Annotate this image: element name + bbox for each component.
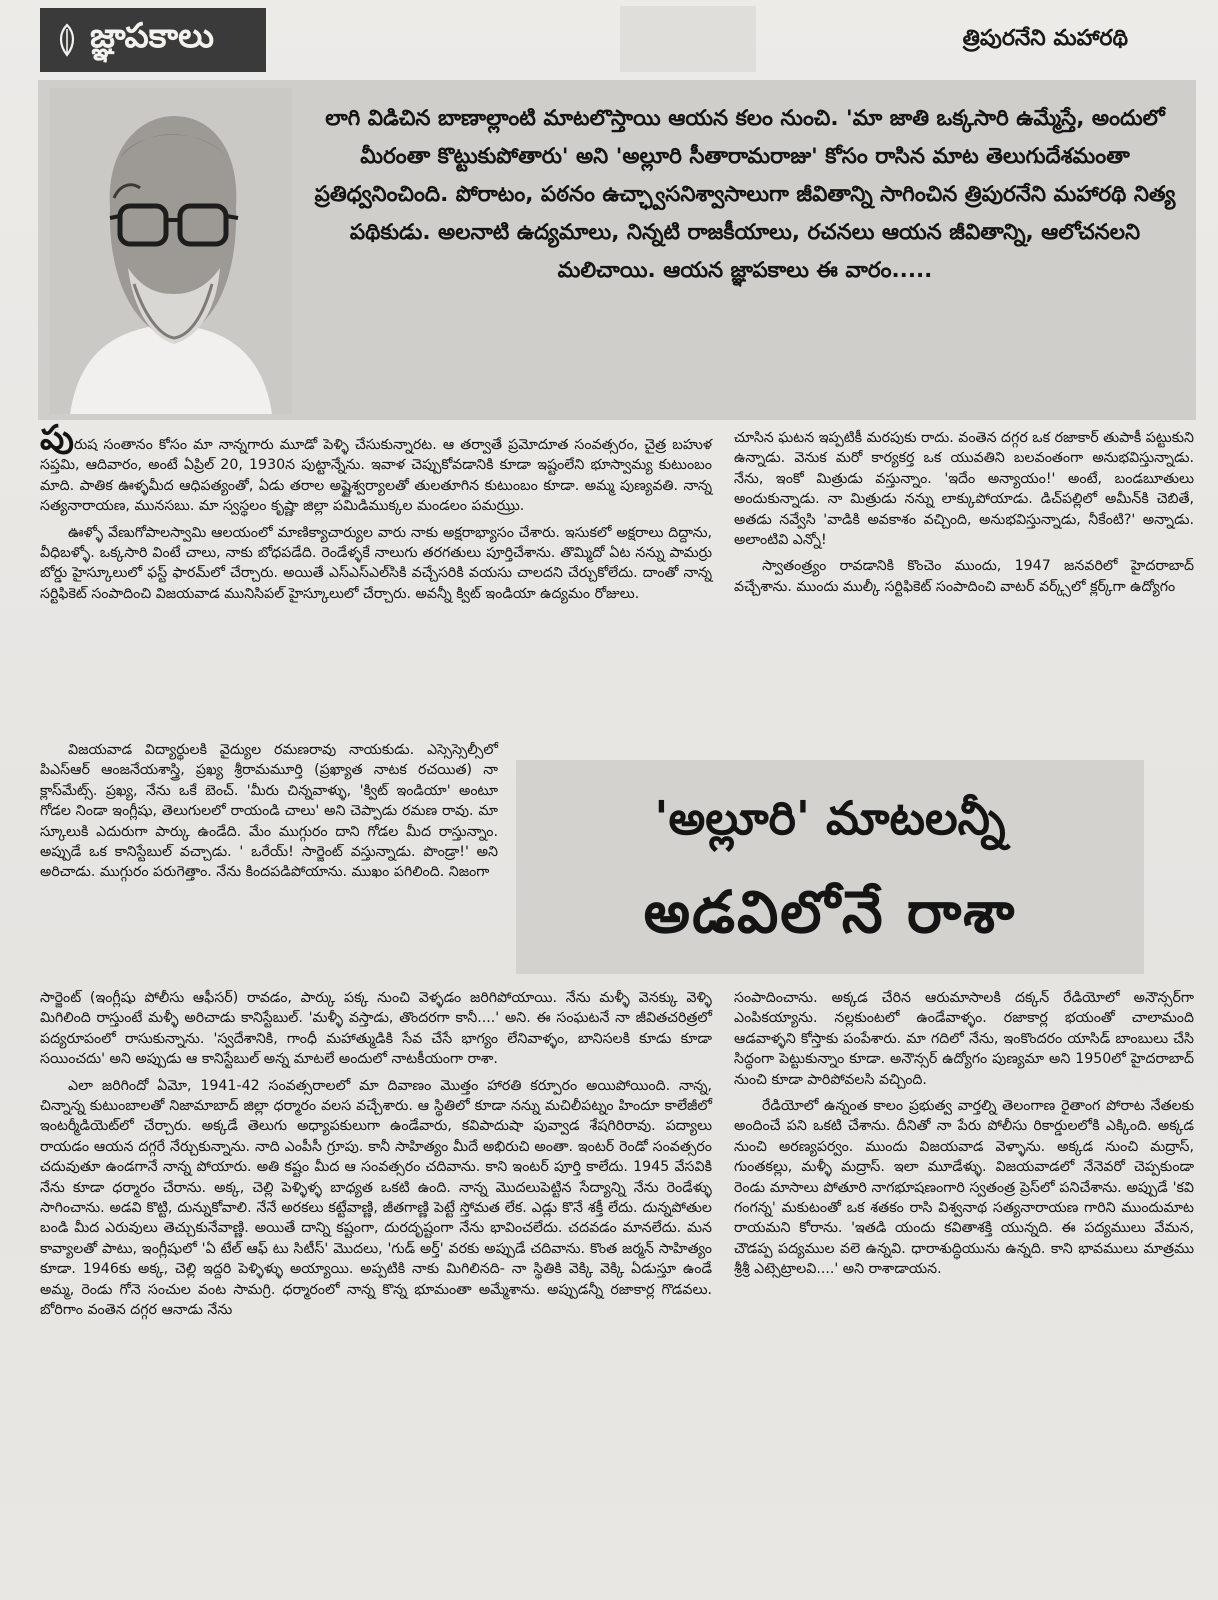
left-column (40, 418, 712, 610)
leaf-icon (56, 23, 78, 57)
author-photo (50, 88, 292, 414)
right-column-top (734, 428, 1194, 603)
narrow-column (40, 740, 498, 889)
bleed-through-mark (620, 6, 756, 72)
paragraph: చూసిన ఘటన ఇప్పటికీ మరపుకు రాదు. వంతెన దగ్గర ఒక రజాకార్ తుపాకీ పట్టుకుని ఉన్నాడు. వెనుక మరో కార్యకర్త ఒక యువతిని బలవంతంగా అనుభవిస్తున్నాడు. నేను, ఇంకో మిత్రుడు వస్తున్నాం. 'ఇదేం అన్యాయం!' అంటే, బండబూతులు అందుకున్నాడు. నా మిత్రుడు నన్ను లాక్కుపోయాడు. డిచ్‌పల్లిలో అమీన్‌కి చెబితే, అతడు నవ్వేసి 'వాడికి అవకాశం వచ్చింది, అనుభవిస్తున్నాడు, నీకేంటి?' అన్నాడు. అలాంటివి ఎన్నో! (734, 430, 1194, 549)
paragraph: సంపాదించాను. అక్కడ చేరిన ఆరుమాసాలకి దక్కన్ రేడియోలో అనౌన్సర్‌గా ఎంపికయ్యాను. నల్లకుంటలో ఉండేవాళ్ళం. రజాకార్ల భయంతో చాలామంది ఆడవాళ్ళని కోస్తాకు పంపేశారు. మా గదిలో నేను, ఇంకొందరం యాసిడ్ బాంబులు చేసి సిద్ధంగా పెట్టుకున్నాం కూడా. అనౌన్సర్ ఉద్యోగం పుణ్యమా అని 1950లో హైదరాబాద్ నుంచి కూడా పారిపోవలసి వచ్చింది. (734, 990, 1194, 1088)
section-logo (40, 8, 266, 72)
right-column-bottom (734, 988, 1194, 1286)
paragraph: రేడియోలో ఉన్నంత కాలం ప్రభుత్వ వార్తల్ని తెలంగాణ రైతాంగ పోరాట నేతలకు అందించే పని ఒకటి చేశాను. దీనితో నా పేరు పోలీసు రికార్డులలోకి ఎక్కింది. అక్కడ నుంచి అరణ్యపర్వం. ముందు విజయవాడ వెళ్ళాను. అక్కడ నుంచి మద్రాస్, గుంతకల్లు, మళ్ళీ మద్రాస్. ఇలా మూడేళ్ళు. విజయవాడలో నేనెవరో చెప్పకుండా రెండు మాసాలు పోతూరి నాగభూషణంగారి స్వతంత్ర ప్రెస్‌లో పనిచేశాను. అప్పుడే 'కవి గంగన్న' మకుటంతో ఒక శతకం రాసి విశ్వనాథ సత్యనారాయణ గారిని ముందుమాట రాయమని కోరాను. 'ఇతడి యందు కవితాశక్తి యున్నది. ఈ పద్యములు వేమన, చౌడప్ప పద్యముల వలె ఉన్నవి. ధారాశుద్ధియును ఉన్నది. కాని భావములు మాత్రము శ్రీశ్రీ ఎట్సెట్రాలవి....' అని రాశాడాయన. (734, 1098, 1194, 1278)
intro-text: లాగి విడిచిన బాణాల్లాంటి మాటలొస్తాయి ఆయన కలం నుంచి. 'మా జాతి ఒక్కసారి ఉమ్మేస్తే, అందులో మీరంతా కొట్టుకుపోతారు' అని 'అల్లూరి సీతారామరాజు' కోసం రాసిన మాట తెలుగుదేశమంతా ప్రతిధ్వనించింది. పోరాటం, పఠనం ఉచ్ఛ్వాసనిశ్వాసాలుగా జీవితాన్ని సాగించిన త్రిపురనేని మహారథి నిత్య పథికుడు. అలనాటి ఉద్యమాలు, నిన్నటి రాజకీయాలు, రచనలు ఆయన జీవితాన్ని, ఆలోచనలని మలిచాయి. ఆయన జ్ఞాపకాలు ఈ వారం..... (314, 106, 1176, 283)
paragraph: ఊళ్ళో వేణుగోపాలస్వామి ఆలయంలో మాణిక్యాచార్యుల వారు నాకు అక్షరాభ్యాసం చేశారు. ఇసుకలో అక్షరాలు దిద్దాను, వీధిబళ్ళో. ఒక్కసారి వింటే చాలు, నాకు బోధపడేది. రెండేళ్ళకే నాలుగు తరగతులు పూర్తిచేశాను. తొమ్మిదో ఏట నన్ను పామర్రు బోర్డు హైస్కూలులో ఫస్ట్ ఫారమ్‌లో చేర్చారు. అయితే ఎస్ఎస్ఎల్‌సికి వచ్చేసరికి వయసు చాలదని చేర్చుకోలేదు. దాంతో నాన్న సర్టిఫికెట్ సంపాదించి విజయవాడ మునిసిపల్ హైస్కూలులో చేర్చారు. అవన్నీ క్విట్ ఇండియా ఉద్యమం రోజులు. (40, 524, 712, 602)
headline-line-1: 'అల్లూరి' మాటలన్నీ (654, 791, 1006, 845)
section-title: జ్ఞాపకాలు (90, 16, 215, 56)
paragraph: రుష సంతానం కోసం మా నాన్నగారు మూడో పెళ్ళి చేసుకున్నారట. ఆ తర్వాతే ప్రమోదూత సంవత్సరం, చైత్ర బహుళ సప్తమి, ఆదివారం, అంటే ఏప్రిల్ 20, 1930న పుట్టాన్నేను. ఇవాళ చెప్పుకోవడానికి కూడా ఇష్టంలేని భూస్వామ్య కుటుంబం మాది. పాతిక ఊళ్ళమీద ఆధిపత్యంతో, ఏడు తరాల అష్టైశ్వర్యాలతో తులతూగిన కుటుంబం కూడా. అమ్మ పుణ్యవతి. నాన్న సత్యనారాయణ, మునసబు. మా స్వస్థలం కృష్ణా జిల్లా పమిడిముక్కల మండలం పమఝ్రు. (40, 437, 712, 515)
paragraph: ఎలా జరిగిందో ఏమో, 1941-42 సంవత్సరాలలో మా దివాణం మొత్తం హారతి కర్పూరం అయిపోయింది. నాన్న, చిన్నాన్న కుటుంబాలతో నిజామాబాద్ జిల్లా ధర్మారం వలస వచ్చేశారు. ఆ స్థితిలో కూడా నన్ను మచిలీపట్నం హిందూ కాలేజీలో ఇంటర్మీడియెట్‌లో చేర్చారు. అక్కడే తెలుగు అధ్యాపకులుగా ఉండేవారు, కవిపాదుషా పువ్వాడ శేషగిరిరావు. పద్యాలు రాయడం ఆయన దగ్గరే నేర్చుకున్నాను. నాది ఎంపీసీ గ్రూపు. కానీ సాహిత్యం మీదే అభిరుచి అంతా. ఇంటర్ రెండో సంవత్సరం చదువుతూ ఉండగానే నాన్న పోయారు. అతి కష్టం మీద ఆ సంవత్సరం చదివాను. కాని ఇంటర్ పూర్తి కాలేదు. 1945 వేసవికి నేను కూడా ధర్మారం చేరాను. అక్క, చెల్లి పెళ్ళిళ్ళ బాధ్యత ఒకటి ఉంది. నాన్న మొదలుపెట్టిన సేద్యాన్ని నేను రెండేళ్ళు సాగించాను. అడవి కొట్టి, దున్నుకోవాలి. నేనే అరకలు కట్టేవాణ్ణి, జీతగాణ్ణి పెట్టే స్తోమత లేక. ఎడ్లు కొనే శక్తీ లేదు. దున్నపోతుల బండి మీద ఎరువులు తెచ్చుకునేవాణ్ణి. అయితే దాన్ని కష్టంగా, దురదృష్టంగా నేను భావించలేదు. చదవడం మానలేదు. మన కావ్యాలతో పాటు, ఇంగ్లీషులో 'ఏ టేల్ ఆఫ్ టు సిటీస్' మొదలు, 'గుడ్ అర్త్' వరకు అప్పుడే చదివాను. కొంత జర్మన్ సాహిత్యం కూడా. 1946కు అక్క, చెల్లి ఇద్దరి పెళ్ళిళ్ళు అయ్యాయి. అప్పటికి నాకు మిగిలినది- నా స్థితికి వెక్కి వెక్కి ఏడుస్తూ ఉండే అమ్మ, రెండు గోనె సంచుల వంట సామగ్రి. ధర్మారంలో నాన్న కొన్న భూమంతా అమ్మేశాను. అప్పుడన్నీ రజాకార్ల గొడవలు. బోరిగాం వంతెన దగ్గర ఆనాడు నేను (40, 1077, 712, 1319)
drop-cap: పు (40, 418, 74, 458)
paragraph: విజయవాడ విద్యార్థులకి వైద్యుల రమణరావు నాయకుడు. ఎస్సెస్సెల్సీలో పిఎస్ఆర్ ఆంజనేయశాస్త్రి, ప్రఖ్య శ్రీరామమూర్తి (ప్రఖ్యాత నాటక రచయిత) నా క్లాస్‌మేట్స్. ప్రఖ్య, నేను ఒకే బెంచ్. 'మీరు చిన్నవాళ్ళు, 'క్విట్ ఇండియా' అంటూ గోడల నిండా ఇంగ్లీషు, తెలుగులలో రాయండి చాలు' అని చెప్పాడు రమణ రావు. మా స్కూలుకి ఎదురుగా పార్కు ఉండేది. మేం ముగ్గురం దాని గోడల మీద రాస్తున్నాం. అప్పుడే ఒక కానిస్టేబుల్ వచ్చాడు. ' ఒరేయ్! సార్జెంట్ వస్తున్నాడు. పొండ్రా!' అని అరిచాడు. ముగ్గురం పరుగెత్తాం. నేను కిందపడిపోయాను. ముఖం పగిలింది. నిజంగా (40, 742, 498, 881)
portrait-image (50, 88, 292, 414)
headline-line-2: అడవిలోనే రాశా (643, 878, 1017, 946)
paragraph: స్వాతంత్ర్యం రావడానికి కొంచెం ముందు, 1947 జనవరిలో హైదరాబాద్ వచ్చేశాను. ముందు ముల్కీ సర్టిఫికెట్ సంపాదించి వాటర్ వర్క్స్‌లో క్లర్క్‌గా ఉద్యోగం (734, 558, 1194, 595)
headline-box (516, 760, 1144, 974)
paragraph: సార్జెంట్ (ఇంగ్లీషు పోలీసు ఆఫీసర్) రావడం, పార్కు పక్క నుంచి వెళ్ళడం జరిగిపోయాయి. నేను మళ్ళీ వెనక్కు వెళ్ళి మిగిలింది రాస్తుంటే మళ్ళీ అరిచాడు కానిస్టేబుల్. 'మళ్ళీ వస్తాడు, తొందరగా కానీ....' అని. ఈ సంఘటనే నా జీవితచరిత్రలో పద్యరూపంలో రాసుకున్నాను. 'స్వదేశానికి, గాంధీ మహాత్ముడికి సేవ చేసే భాగ్యం లేనివాళ్ళం, బానిసలకి కూడు కూడా సయించదు' అని అప్పుడు ఆ కానిస్టేబుల్ అన్న మాటలే అందులో నాటకీయంగా రాశా. (40, 990, 712, 1068)
author-byline: త్రిపురనేని మహారథి (962, 26, 1128, 51)
bottom-left-column (40, 988, 712, 1327)
